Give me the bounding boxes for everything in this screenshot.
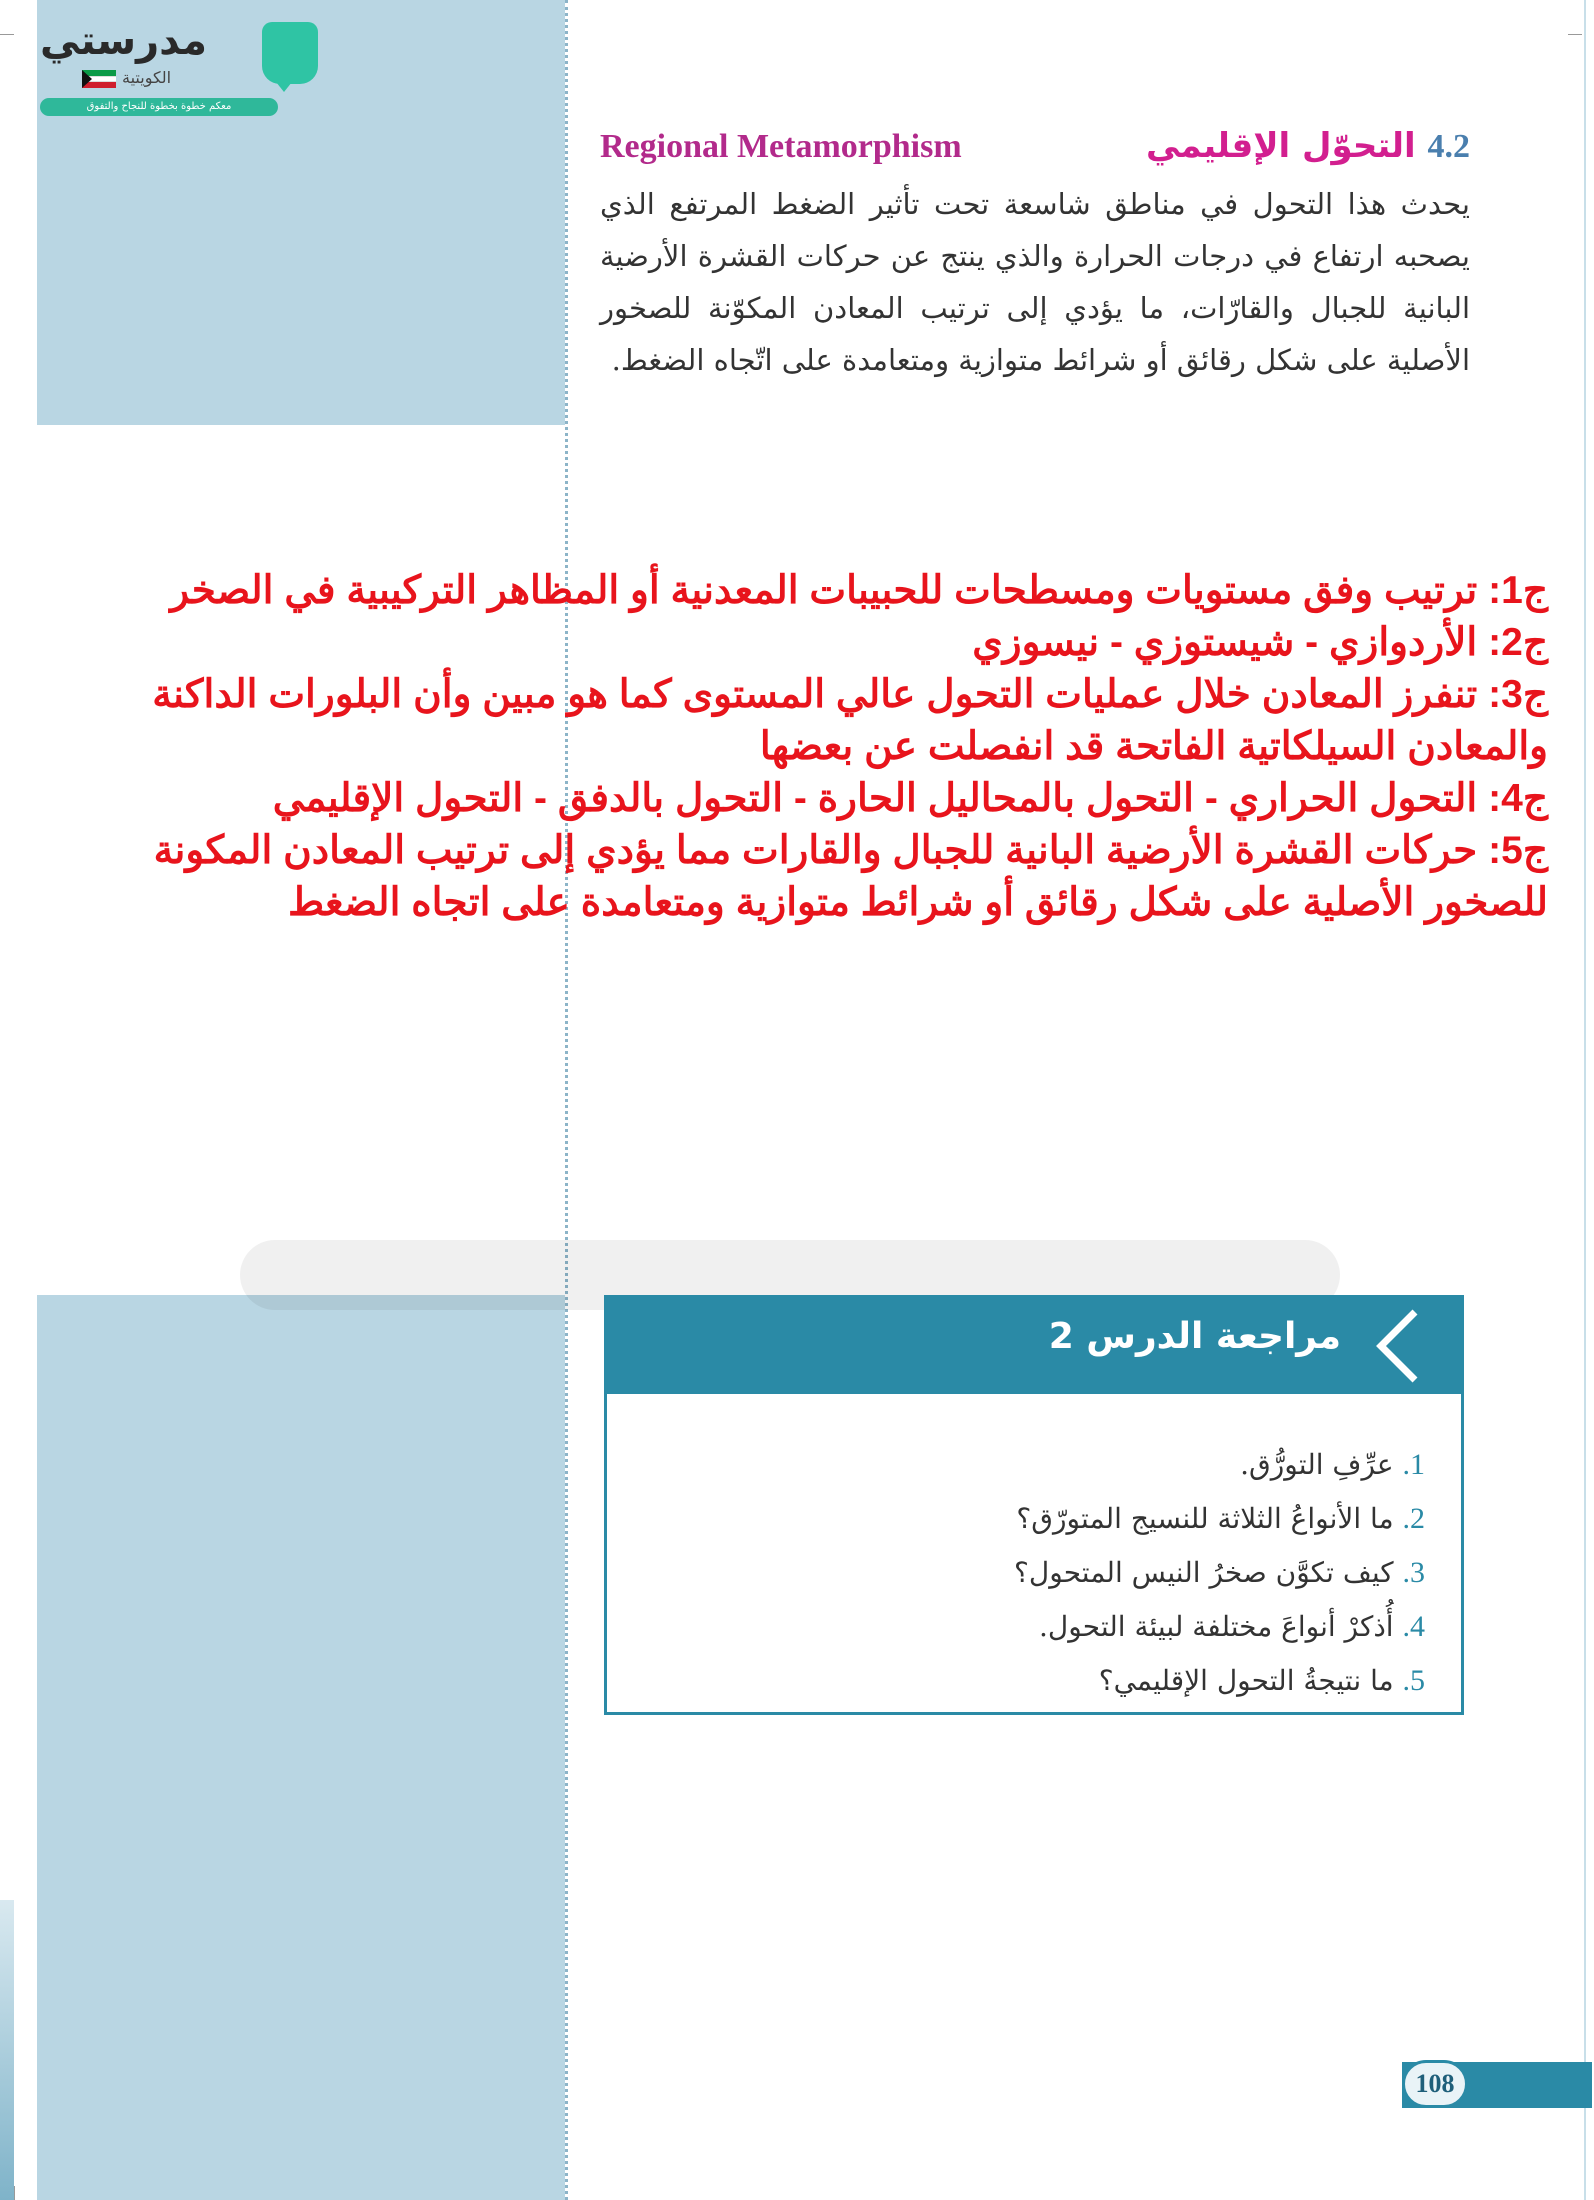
page-right-edge <box>1584 0 1594 2200</box>
review-title: مراجعة الدرس 2 <box>1048 1316 1341 1357</box>
question-text: ما نتيجةُ التحول الإقليمي؟ <box>1098 1664 1394 1697</box>
answer-label: ج1: <box>1488 569 1548 612</box>
answer-text: الأردوازي - شيستوزي - نيسوزي <box>972 621 1478 664</box>
review-question <box>645 1654 1425 1708</box>
page-number: 108 <box>1402 2060 1468 2108</box>
answer-text: حركات القشرة الأرضية البانية للجبال والقارات مما يؤدي إلى ترتيب المعادن المكونة للصخور الأصلية على شكل رقائق أو شرائط متوازية ومتعامدة على اتجاه الضغط <box>153 829 1548 924</box>
chevron-left-icon <box>1371 1308 1425 1384</box>
section-paragraph: يحدث هذا التحول في مناطق شاسعة تحت تأثير الضغط المرتفع الذي يصحبه ارتفاع في درجات الحرارة والذي ينتج عن حركات القشرة الأرضية البانية للجبال والقارّات، ما يؤدي إلى ترتيب المعادن المكوّنة للصخور الأصلية على شكل رقائق أو شرائط متوازية ومتعامدة على اتّجاه الضغط. <box>600 187 1470 377</box>
question-text: أُذكرْ أنواعَ مختلفة لبيئة التحول. <box>1039 1610 1394 1643</box>
site-logo[interactable] <box>40 18 280 118</box>
answer-item <box>58 617 1548 669</box>
answer-label: ج3: <box>1488 673 1548 716</box>
review-question <box>645 1546 1425 1600</box>
page-left-corner <box>0 1900 14 2200</box>
answer-text: التحول الحراري - التحول بالمحاليل الحارة - التحول بالدفق - التحول الإقليمي <box>272 777 1478 820</box>
section-heading <box>600 126 1470 176</box>
crop-mark <box>14 2186 15 2200</box>
answer-item <box>58 825 1548 929</box>
answer-item <box>58 669 1548 773</box>
logo-tagline: معكم خطوة بخطوة للنجاح والتفوق <box>40 98 278 116</box>
answer-label: ج4: <box>1488 777 1548 820</box>
question-number: 3. <box>1402 1556 1425 1589</box>
answer-label: ج5: <box>1488 829 1548 872</box>
logo-badge-icon <box>262 22 318 84</box>
column-divider <box>565 0 568 2200</box>
answer-text: ترتيب وفق مستويات ومسطحات للحبيبات المعدنية أو المظاهر التركيبية في الصخر <box>170 569 1478 612</box>
lesson-review-box <box>604 1295 1464 1715</box>
section-title-ar-text: التحوّل الإقليمي <box>1146 126 1416 166</box>
answer-text: تنفرز المعادن خلال عمليات التحول عالي المستوى كما هو مبين وأن البلورات الداكنة والمعادن السيلكاتية الفاتحة قد انفصلت عن بعضها <box>152 673 1548 768</box>
answers-block <box>58 565 1548 929</box>
question-text: عرِّفِ التورُّق. <box>1240 1448 1394 1481</box>
question-number: 1. <box>1402 1448 1425 1481</box>
watermark <box>440 900 1340 1320</box>
question-number: 5. <box>1402 1664 1425 1697</box>
review-question <box>645 1492 1425 1546</box>
side-panel-bottom <box>37 1295 565 2200</box>
review-question <box>645 1438 1425 1492</box>
question-text: كيف تكوَّن صخرُ النيس المتحول؟ <box>1014 1556 1394 1589</box>
crop-mark <box>1568 34 1582 35</box>
logo-subtitle: الكويتية <box>122 68 172 87</box>
review-questions <box>645 1438 1425 1708</box>
question-number: 4. <box>1402 1610 1425 1643</box>
question-number: 2. <box>1402 1502 1425 1535</box>
question-text: ما الأنواعُ الثلاثة للنسيج المتورّق؟ <box>1016 1502 1394 1535</box>
section-number: 4.2 <box>1427 128 1470 165</box>
answer-label: ج2: <box>1488 621 1548 664</box>
review-header <box>607 1298 1461 1394</box>
answer-item <box>58 773 1548 825</box>
answer-item <box>58 565 1548 617</box>
section-title-en: Regional Metamorphism <box>600 128 962 165</box>
kuwait-flag-icon <box>82 70 116 88</box>
logo-name: مدرستي <box>40 18 208 64</box>
section-title-ar <box>1146 126 1470 166</box>
crop-mark <box>0 34 14 35</box>
review-question <box>645 1600 1425 1654</box>
